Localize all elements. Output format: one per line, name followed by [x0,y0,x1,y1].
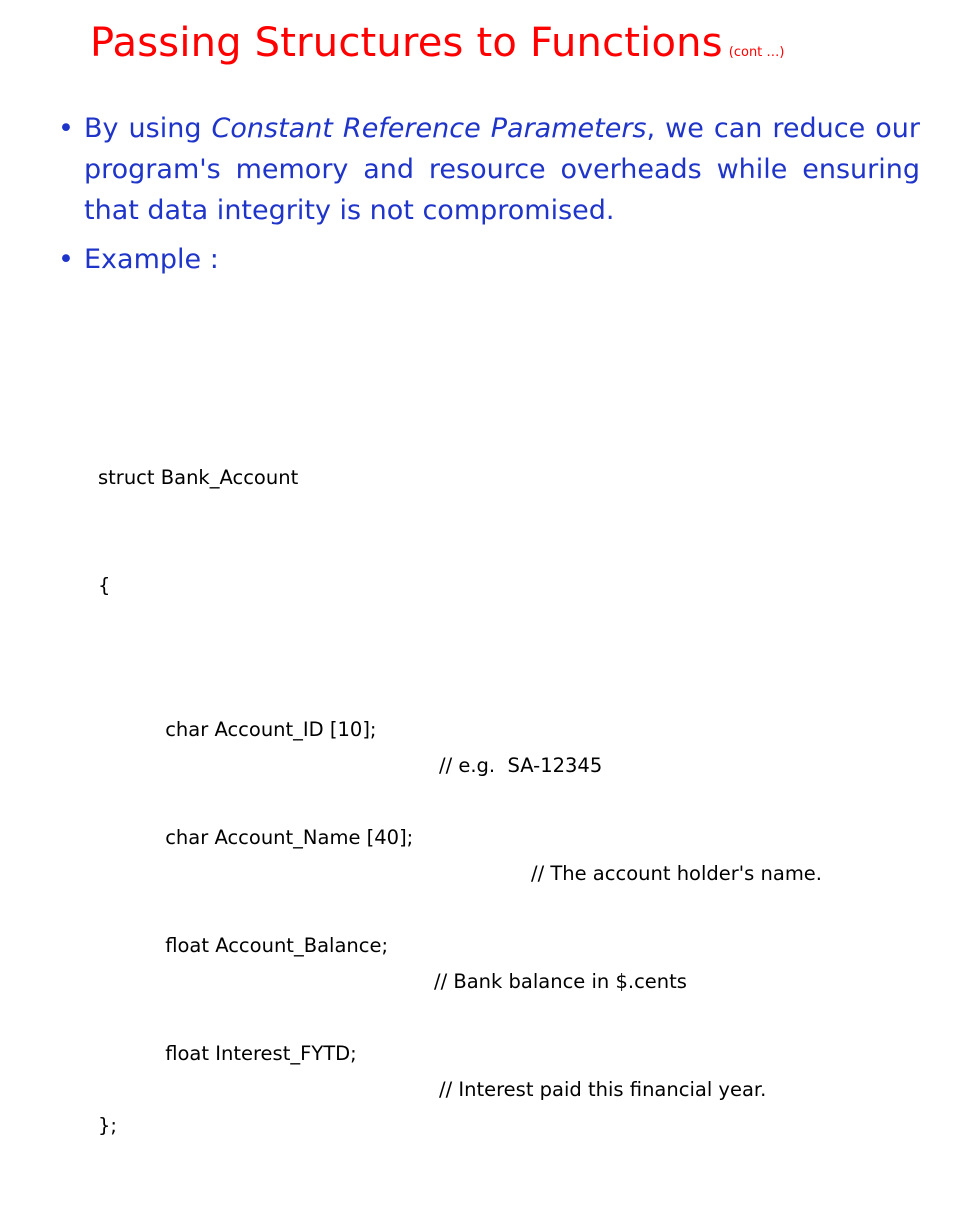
title-suffix-text: (cont …) [728,45,785,60]
title-main-text: Passing Structures to Functions [90,20,723,66]
bullet-item [58,108,920,231]
bullet-marker: • [58,113,74,144]
bullet-item [58,239,920,280]
code-line [98,1108,413,1144]
code-line [98,1000,767,1101]
code-field-decl: char Account_Name [40]; [165,826,414,849]
code-line [98,568,413,604]
code-line [98,892,687,993]
code-comment: // Bank balance in $.cents [434,970,687,993]
code-comment: // Interest paid this financial year. [439,1078,767,1101]
bullet-text: Example : [84,244,219,275]
bullet-text-before: By using [84,113,212,144]
code-field-decl: char Account_ID [10]; [165,718,377,741]
code-line [98,460,413,496]
slide-title [90,20,784,66]
code-close-brace: }; [98,1114,117,1137]
code-line [98,784,823,885]
bullet-list [58,108,920,288]
code-field-decl: float Account_Balance; [165,934,389,957]
code-field-decl: float Interest_FYTD; [165,1042,357,1065]
code-line [98,676,603,777]
code-comment: // The account holder's name. [531,862,823,885]
bullet-text [84,108,920,231]
bullet-marker: • [58,244,74,275]
bullet-text-emphasis: Constant Reference Parameters [211,113,647,144]
code-block [98,388,823,1216]
bullet-text-after: , we can reduce our program's memory and resource overheads while ensuring that data integrity is not compromised. [84,113,920,226]
code-struct-decl: struct Bank_Account [98,466,299,489]
code-comment: // e.g. SA-12345 [439,754,603,777]
code-open-brace: { [98,574,111,597]
